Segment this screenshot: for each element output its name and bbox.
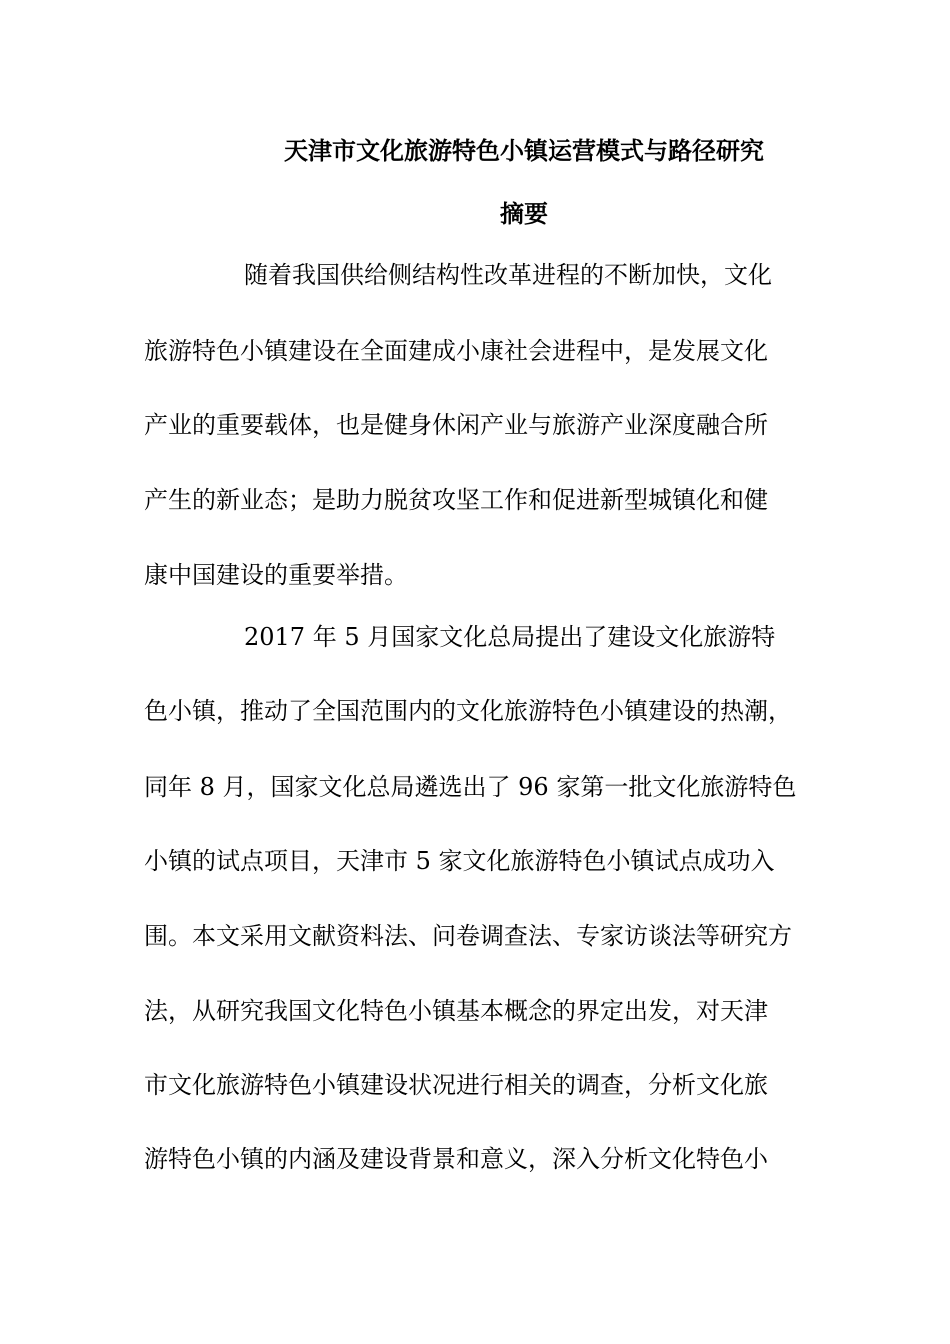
paragraph-line: 小镇的试点项目，天津市 5 家文化旅游特色小镇试点成功入 (144, 847, 775, 875)
paragraph-line: 游特色小镇的内涵及建设背景和意义，深入分析文化特色小 (144, 1145, 768, 1173)
paragraph-line: 产生的新业态；是助力脱贫攻坚工作和促进新型城镇化和健 (144, 486, 768, 514)
document-title: 天津市文化旅游特色小镇运营模式与路径研究 (284, 136, 764, 165)
paragraph-line: 市文化旅游特色小镇建设状况进行相关的调查，分析文化旅 (144, 1071, 768, 1099)
paragraph-line: 2017 年 5 月国家文化总局提出了建设文化旅游特 (244, 623, 776, 651)
paragraph-line: 同年 8 月，国家文化总局遴选出了 96 家第一批文化旅游特色 (144, 773, 797, 801)
paragraph-line: 色小镇，推动了全国范围内的文化旅游特色小镇建设的热潮， (144, 697, 792, 725)
paragraph-line: 康中国建设的重要举措。 (144, 561, 408, 589)
paragraph-line: 围。本文采用文献资料法、问卷调查法、专家访谈法等研究方 (144, 922, 792, 950)
paragraph-line: 产业的重要载体，也是健身休闲产业与旅游产业深度融合所 (144, 411, 768, 439)
paragraph-line: 随着我国供给侧结构性改革进程的不断加快，文化 (244, 261, 772, 289)
abstract-heading: 摘要 (500, 199, 548, 228)
paragraph-line: 旅游特色小镇建设在全面建成小康社会进程中，是发展文化 (144, 337, 768, 365)
paragraph-line: 法，从研究我国文化特色小镇基本概念的界定出发，对天津 (144, 997, 768, 1025)
